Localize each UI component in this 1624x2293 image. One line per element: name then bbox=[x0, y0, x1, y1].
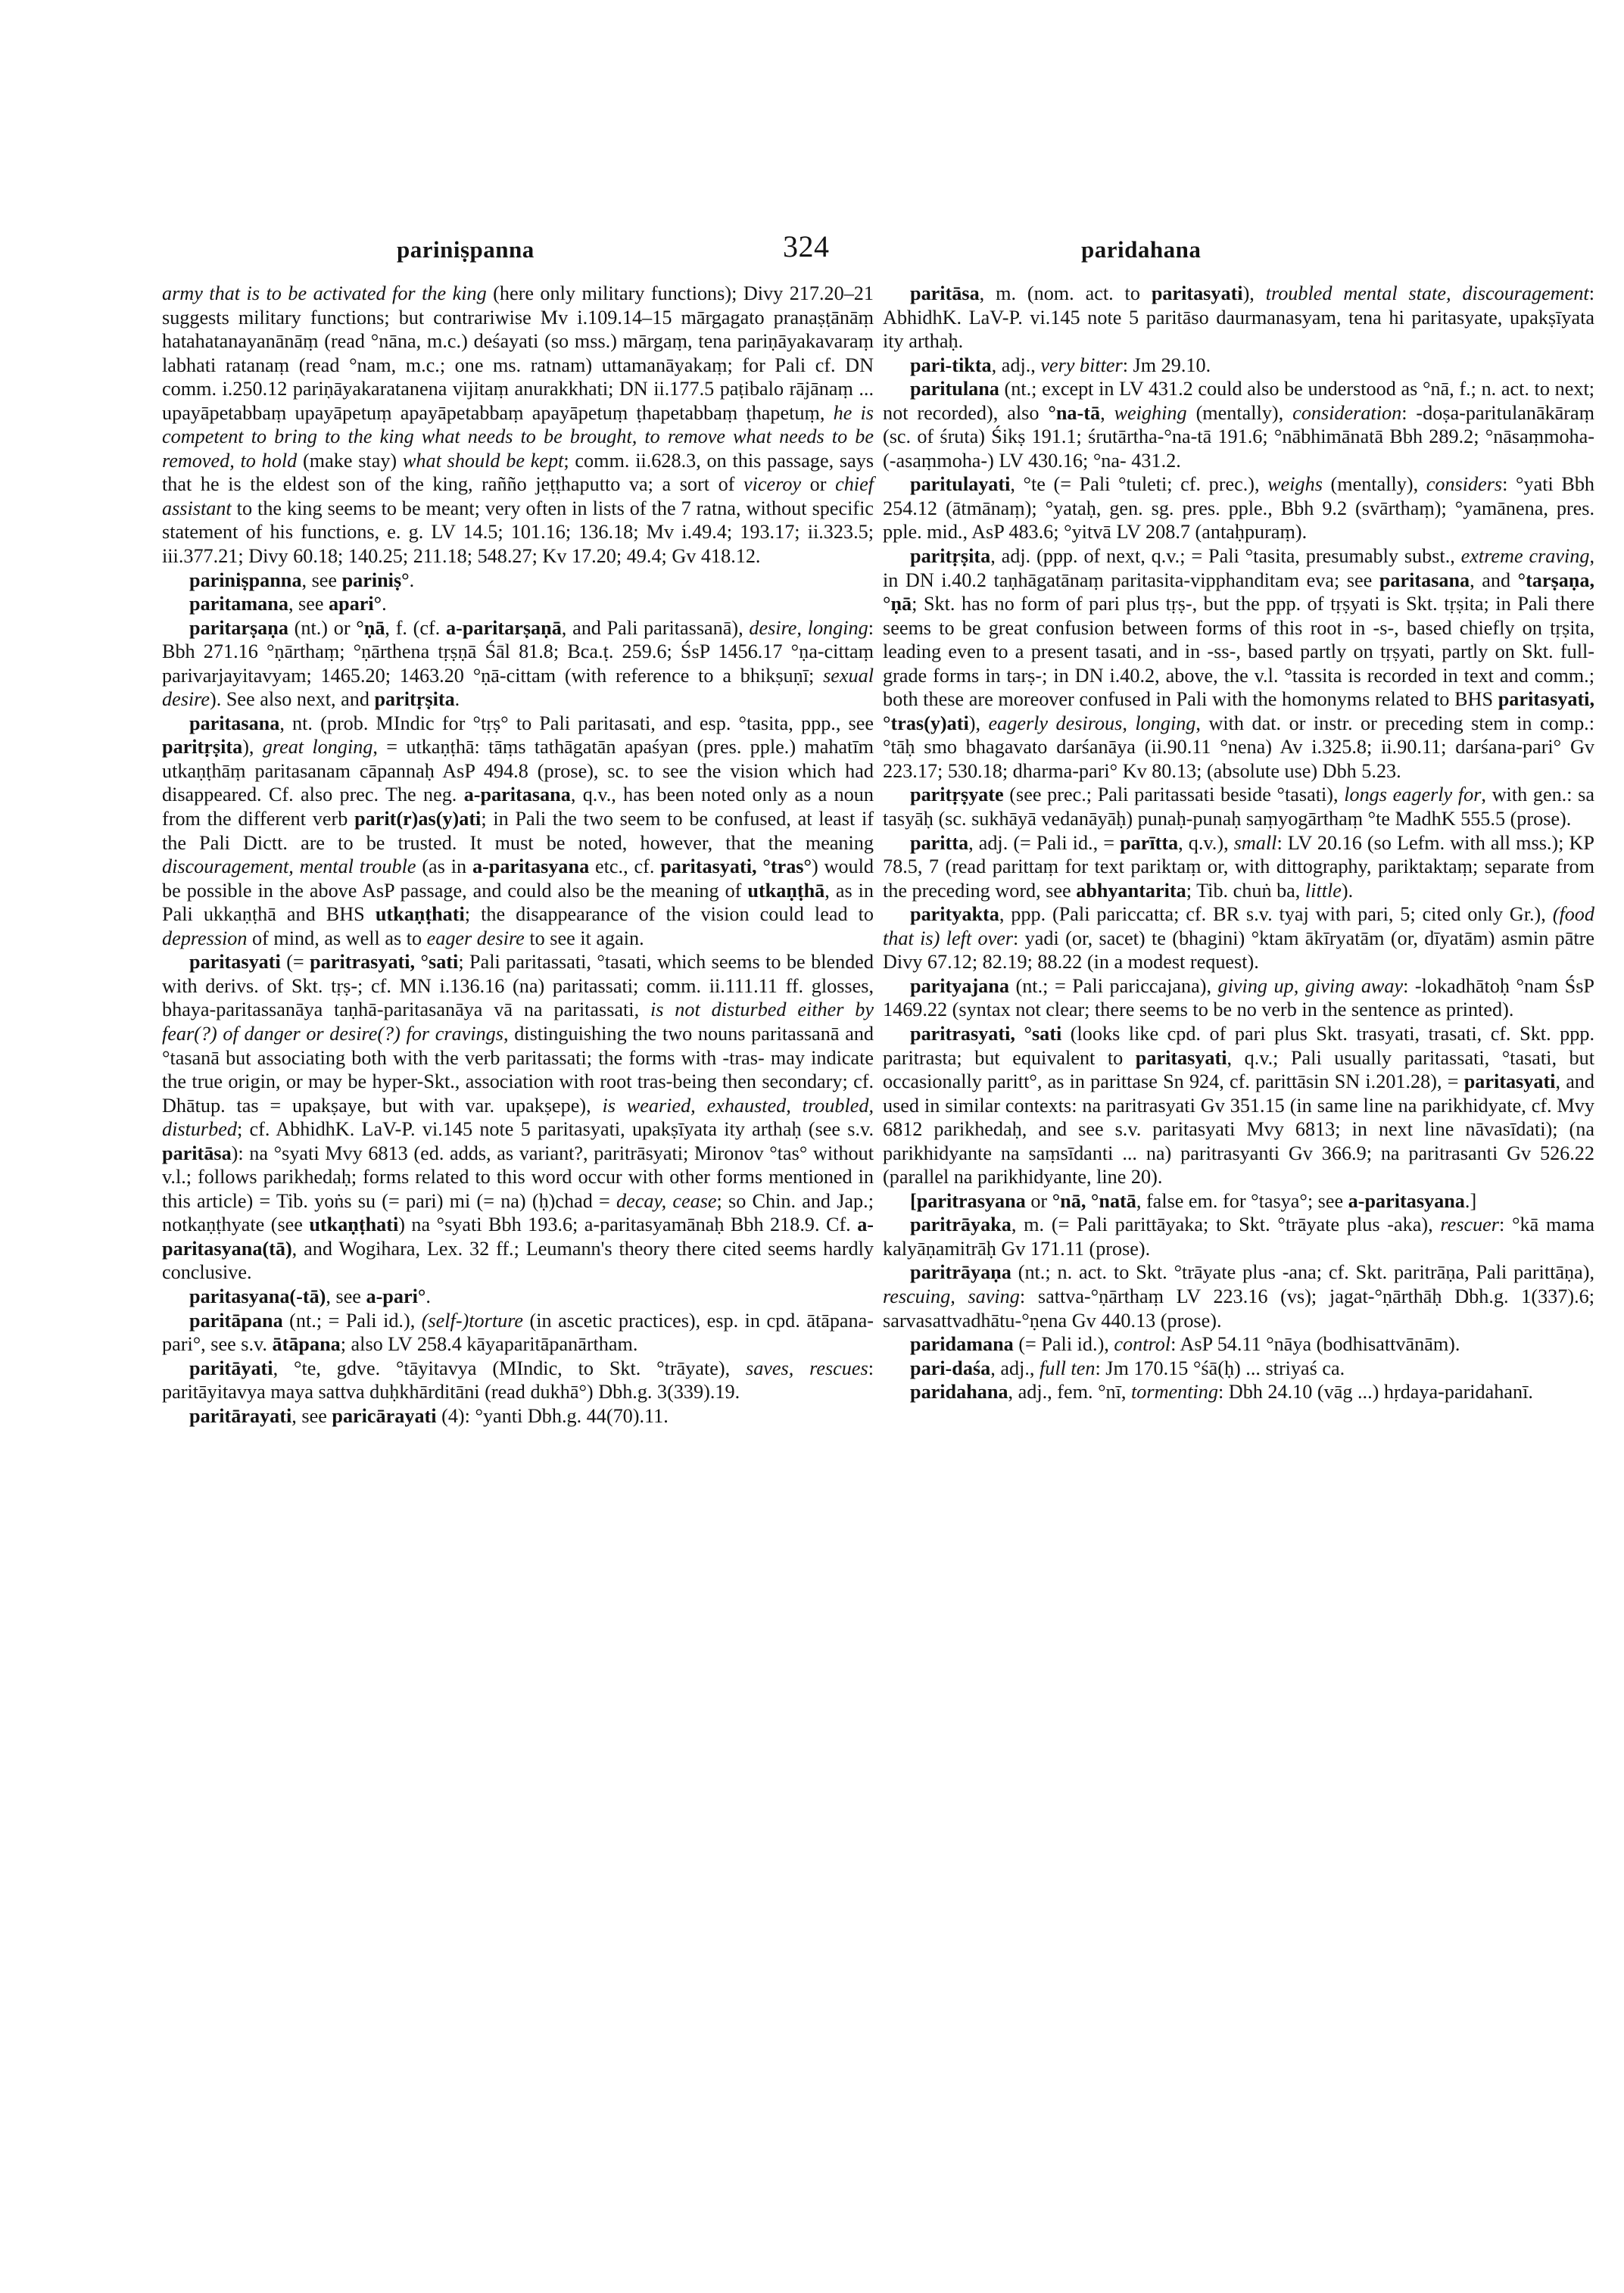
gloss-text: full ten bbox=[1039, 1357, 1096, 1379]
gloss-text: depression bbox=[162, 927, 248, 949]
dictionary-entry bbox=[883, 1213, 1594, 1260]
headword: pariniṣpanna bbox=[189, 569, 302, 591]
gloss-text: he is competent to bring to the king what needs to be brought, to remove what needs to be removed, to hold bbox=[162, 401, 874, 472]
headword: paritṛṣita bbox=[910, 545, 991, 568]
entry-text: : Dbh 24.10 (vāg ...) hṛdaya-paridahanī. bbox=[1217, 1381, 1533, 1404]
entry-text: (nt.) or bbox=[288, 616, 357, 639]
entry-text: (in ascetic practices), esp. in cpd. ātāpana-pari°, see s.v. bbox=[162, 1309, 874, 1356]
entry-text: , adj. (ppp. of next, q.v.; = Pali °tasita, presumably subst., bbox=[990, 545, 1461, 568]
entry-text: , q.v., has been noted only as a noun from the different verb bbox=[162, 784, 874, 830]
entry-text: (nt.; = Pali id.), bbox=[282, 1309, 422, 1332]
headword: paritṛṣita bbox=[162, 736, 243, 759]
gloss-text: giving up, giving away bbox=[1217, 974, 1404, 997]
headword: [paritrasyana bbox=[910, 1189, 1026, 1212]
entry-text: , see bbox=[326, 1285, 366, 1307]
headword: paritrāyaka bbox=[910, 1213, 1011, 1236]
dictionary-entry bbox=[883, 1022, 1594, 1189]
entry-text: (mentally), bbox=[1186, 401, 1293, 424]
gloss-text: longs eagerly for bbox=[1344, 784, 1482, 806]
entry-text: . bbox=[454, 688, 460, 711]
headword: parit(r)as(y)ati bbox=[354, 808, 482, 830]
entry-text: ; Skt. has no form of pari plus tṛṣ-, but the ppp. of tṛṣyati is Skt. tṛṣita; in Pali there seems to be great confusion between forms of this root in -s-, based chiefly on tṛṣita, leading even to a present tasati, and in -ss-, based partly on tṛṣyati, partly on Skt. full-grade forms in tarṣ-; in DN i.40.2, above, the v.l. °tassita is recorded in text and comm.; both these are moreover confused in Pali with the homonyms related to BHS bbox=[883, 593, 1594, 711]
entry-text: ), bbox=[1242, 282, 1266, 304]
entry-text: (= Pali id.), bbox=[1013, 1333, 1114, 1356]
gloss-text: chief assistant bbox=[162, 473, 874, 519]
gloss-text: sexual desire bbox=[162, 664, 874, 711]
gloss-text: rescuer bbox=[1440, 1213, 1499, 1236]
entry-text: , adj., bbox=[991, 354, 1041, 376]
entry-text: : Jm 170.15 °śā(ḥ) ... striyaś ca. bbox=[1095, 1357, 1345, 1379]
gloss-text: great longing bbox=[262, 736, 373, 759]
gloss-text: weighs bbox=[1267, 473, 1323, 496]
headword: pari-tikta bbox=[910, 354, 992, 376]
headword: paritasyati bbox=[189, 951, 281, 974]
entry-text: , and bbox=[1470, 569, 1518, 591]
entry-text: (here only military functions); Divy 217.20–21 suggests military functions; but contrariwise Mv i.109.14–15 mārgagato pranaṣṭānāṃ hatahatanayanānāṃ (read °nāna, m.c.) deśayati (so mss.) mārgaṃ, tena pariṇāyakavaraṃ labhati ratanaṃ (read °nam, m.c.; one ms. ratnam) uttamanāyakaṃ; for Pali cf. DN comm. i.250.12 pariṇāyakaratanena vijitaṃ anurakkhati; DN ii.177.5 paṭibalo rājānaṃ ... upayāpetabbaṃ upayāpetuṃ apayāpetabbaṃ apayāpetuṃ ṭhapetabbaṃ ṭhapetuṃ, bbox=[162, 282, 874, 424]
gloss-text: discouragement, mental trouble bbox=[162, 855, 416, 878]
entry-text: , with dat. or instr. or preceding stem in comp.: °tāḥ smo bhagavato darśanāya (ii.90.11 °nena) Av i.325.8; ii.90.11; darśana-pari° Gv 223.17; 530.18; dharma-pari° Kv 80.13; (absolute use) Dbh 5.23. bbox=[883, 712, 1594, 782]
headword: utkaṇṭhā bbox=[747, 879, 825, 902]
headword: a-paritarṣaṇā bbox=[446, 616, 562, 639]
entry-text: , distinguishing the two nouns paritassanā and °tasanā but associating both with the verb paritassati; the forms with -tras- may indicate the true origin, or may be hyper-Skt., association with root tras-being then secondary; cf. Dhātup. tas = upakṣaye, but with var. upakṣepe), bbox=[162, 1022, 874, 1117]
entry-text: : °yati Bbh 254.12 (ātmānaṃ); °yataḥ, gen. sg. pres. pple., Bbh 9.2 (svārthaṃ); °yamānena, pres. pple. mid., AsP 483.6; °yitvā LV 208.7 (antaḥpuraṃ). bbox=[883, 473, 1595, 544]
entry-text: , m. (= Pali parittāyaka; to Skt. °trāyate plus -aka), bbox=[1011, 1213, 1441, 1236]
headword: paritamana bbox=[189, 593, 288, 615]
gloss-text: eager desire bbox=[426, 927, 525, 949]
entry-text: (looks like cpd. of pari plus Skt. trasyati, trasati, cf. Skt. ppp. paritrasta; but equivalent to bbox=[883, 1022, 1594, 1069]
gloss-text: considers bbox=[1426, 473, 1503, 496]
dictionary-entry bbox=[883, 974, 1594, 1022]
gloss-text: what should be kept bbox=[402, 449, 564, 472]
headword: a-paritasyana bbox=[1348, 1189, 1465, 1212]
dictionary-entry bbox=[883, 282, 1594, 354]
entry-text: : LV 20.16 (so Lefm. with all mss.); KP 78.5, 7 (read parittaṃ for text pariktaṃ or, with dittography, pariktaktaṃ; separate from the preceding word, see bbox=[883, 831, 1594, 902]
headword: °tarṣaṇa, °ṇā bbox=[883, 569, 1595, 615]
entry-text: ; the disappearance of the vision could lead to bbox=[464, 903, 874, 926]
headword: paritasyati, °tras° bbox=[660, 855, 812, 878]
dictionary-entry bbox=[162, 1285, 874, 1309]
dictionary-entry bbox=[883, 1332, 1594, 1357]
entry-text: of mind, as well as to bbox=[247, 927, 427, 949]
dictionary-entry bbox=[162, 1357, 874, 1404]
dictionary-entry bbox=[883, 377, 1594, 472]
gloss-text: saves, rescues bbox=[746, 1357, 868, 1379]
entry-text: . bbox=[409, 569, 415, 591]
gloss-text: rescuing, saving bbox=[883, 1285, 1020, 1307]
headword: paridahana bbox=[910, 1381, 1008, 1404]
dictionary-entry bbox=[883, 1380, 1594, 1404]
dictionary-entry bbox=[883, 831, 1594, 903]
dictionary-entry bbox=[162, 592, 874, 616]
headword: apari° bbox=[329, 593, 382, 615]
dictionary-entry bbox=[162, 712, 874, 950]
gloss-text: desire, longing bbox=[749, 616, 868, 639]
gloss-text: very bitter bbox=[1040, 354, 1123, 376]
entry-text: ) would be possible in the above AsP passage, and could also be the meaning of bbox=[162, 855, 874, 902]
headword: a-pari° bbox=[366, 1285, 426, 1307]
entry-text: (as in bbox=[416, 855, 472, 878]
entry-text: ; cf. AbhidhK. LaV-P. vi.145 note 5 paritasyati, upakṣīyata ity arthaḥ (see s.v. bbox=[236, 1118, 874, 1141]
gloss-text: little bbox=[1304, 879, 1342, 902]
entry-text: , ppp. (Pali pariccatta; cf. BR s.v. tyaj with pari, 5; cited only Gr.), bbox=[999, 903, 1553, 926]
gloss-text: army that is to be activated for the king bbox=[162, 282, 487, 304]
headword: paritṛṣita bbox=[374, 688, 455, 711]
gloss-text: consideration bbox=[1292, 401, 1402, 424]
entry-text: : °kā mama kalyāṇamitrāḥ Gv 171.11 (prose). bbox=[883, 1213, 1594, 1260]
entry-text: , see bbox=[301, 569, 342, 591]
entry-text: , as in Pali ukkaṇṭhā and BHS bbox=[162, 879, 874, 926]
dictionary-entry bbox=[162, 1404, 874, 1428]
headword: pari-daśa bbox=[910, 1357, 991, 1379]
gloss-text: (self-)torture bbox=[421, 1309, 524, 1332]
entry-text: ). See also next, and bbox=[210, 688, 375, 711]
entry-text: ; comm. ii.628.3, on this passage, says that he is the eldest son of the king, rañño jeṭṭhaputto va; a sort of bbox=[162, 449, 874, 496]
left-column bbox=[162, 282, 874, 1428]
headword: utkaṇṭhati bbox=[309, 1213, 399, 1236]
entry-text: , adj. (= Pali id., = bbox=[968, 831, 1121, 854]
entry-text: ) na °syati Bbh 193.6; a-paritasyamānaḥ Bbh 218.9. Cf. bbox=[398, 1213, 858, 1236]
entry-text: (4): °yanti Dbh.g. 44(70).11. bbox=[436, 1404, 669, 1427]
headword: utkaṇṭhati bbox=[375, 903, 465, 926]
headword: paritrasyati, °sati bbox=[910, 1022, 1062, 1045]
headword: paritrasyati, °sati bbox=[310, 951, 459, 974]
entry-text: ), bbox=[242, 736, 263, 759]
entry-text: , f. (cf. bbox=[385, 616, 447, 639]
headword: paritāpana bbox=[189, 1309, 283, 1332]
headword: a-paritasana bbox=[463, 784, 571, 806]
entry-text: , q.v.), bbox=[1178, 831, 1234, 854]
entry-text: (make stay) bbox=[297, 449, 403, 472]
entry-text: .] bbox=[1464, 1189, 1477, 1212]
entry-text: , q.v.; Pali usually paritassati, °tasati, but occasionally paritt°, as in parittase Sn 924, cf. parittāsin SN i.201.28), = bbox=[883, 1046, 1594, 1093]
dictionary-entry bbox=[883, 1357, 1594, 1381]
entry-text: (see prec.; Pali paritassati beside °tasati), bbox=[1003, 784, 1345, 806]
entry-text: : paritāyitavya maya sattva duḥkhārditāni (read dukhā°) Dbh.g. 3(339).19. bbox=[162, 1357, 874, 1404]
entry-text: ; also LV 258.4 kāyaparitāpanārtham. bbox=[340, 1333, 638, 1356]
entry-text: , with gen.: sa tasyāḥ (sc. sukhāyā vedanāyāḥ) punaḥ-punaḥ saṃyogārthaṃ °te MadhK 555.5 (prose). bbox=[883, 784, 1594, 830]
headword: paritulayati bbox=[910, 473, 1011, 496]
right-column bbox=[883, 282, 1594, 1404]
entry-text: : -lokadhātoḥ °nam ŚsP 1469.22 (syntax not clear; there seems to be no verb in the sentence as printed). bbox=[883, 974, 1594, 1021]
dictionary-entry bbox=[883, 783, 1594, 830]
gloss-text: viceroy bbox=[743, 473, 802, 496]
gloss-text: (food that is) left over bbox=[883, 903, 1594, 949]
headword: pariniṣ° bbox=[341, 569, 410, 591]
entry-text: , = utkaṇṭhā: tāṃs tathāgatān apaśyan (pres. pple.) mahatīm utkaṇṭhāṃ paritasanam cāpannaḥ AsP 494.8 (prose), sc. to see the vision which had disappeared. Cf. also prec. The neg. bbox=[162, 736, 874, 806]
entry-text: , in DN i.40.2 taṇhāgatānaṃ paritasita-vipphanditam eva; see bbox=[883, 545, 1594, 591]
entry-text: , bbox=[1100, 401, 1114, 424]
headword: parityajana bbox=[910, 974, 1009, 997]
gloss-text: small bbox=[1233, 831, 1277, 854]
headword: a-paritasyana bbox=[472, 855, 590, 878]
entry-text: , °te (= Pali °tuleti; cf. prec.), bbox=[1010, 473, 1268, 496]
dictionary-entry bbox=[883, 1260, 1594, 1332]
headword: paritasyana(-tā) bbox=[189, 1285, 326, 1307]
gloss-text: extreme craving bbox=[1460, 545, 1590, 568]
entry-text: (nt.; n. act. to Skt. °trāyate plus -ana; cf. Skt. paritrāṇa, Pali parittāṇa), bbox=[1011, 1261, 1594, 1284]
entry-text: : AbhidhK. LaV-P. vi.145 note 5 paritāso daurmanasyam, tena hi paritasyate, upakṣīyata ity arthaḥ. bbox=[883, 282, 1594, 353]
entry-text: , adj., fem. °nī, bbox=[1008, 1381, 1132, 1404]
dictionary-entry bbox=[883, 472, 1594, 544]
gloss-text: is not disturbed either by fear(?) of danger or desire(?) for cravings bbox=[162, 999, 874, 1045]
headword: ātāpana bbox=[272, 1333, 341, 1356]
entry-text: ; so Chin. and Jap.; notkaṇṭhyate (see bbox=[162, 1189, 874, 1236]
entry-text: ; Tib. chuṅ ba, bbox=[1186, 879, 1305, 902]
entry-text: : -doṣa-paritulanākāraṃ (sc. of śruta) Śikṣ 191.1; śrutārtha-°na-tā 191.6; °nābhimānatā Bbh 289.2; °nāsaṃmoha-(-asaṃmoha-) LV 430.16; °na- 431.2. bbox=[883, 401, 1594, 472]
running-head-left: pariniṣpanna bbox=[397, 236, 535, 263]
dictionary-entry bbox=[162, 282, 874, 569]
headword: parītta bbox=[1120, 831, 1179, 854]
entry-text: , adj., bbox=[990, 1357, 1040, 1379]
headword: paritasyati bbox=[1135, 1046, 1227, 1069]
gloss-text: control bbox=[1114, 1333, 1171, 1356]
dictionary-entry bbox=[162, 616, 874, 712]
headword: °ṇā bbox=[356, 616, 385, 639]
entry-text: : yadi (or, sacet) te (bhagini) °ktam ākīryatām (or, dīyatām) asmin pātre Divy 67.12; 82.19; 88.22 (in a modest request). bbox=[883, 927, 1594, 974]
gloss-text: eagerly desirous, longing bbox=[988, 712, 1196, 734]
headword: paritrāyaṇa bbox=[910, 1261, 1011, 1284]
gloss-text: is wearied, exhausted, troubled, disturbed bbox=[162, 1094, 874, 1141]
entry-text: , see bbox=[288, 593, 329, 615]
headword: paritāyati bbox=[189, 1357, 273, 1379]
entry-text: (nt.; = Pali pariccajana), bbox=[1008, 974, 1218, 997]
headword: paritta bbox=[910, 831, 969, 854]
entry-text: (= bbox=[280, 951, 310, 974]
dictionary-entry bbox=[883, 902, 1594, 974]
entry-text: : Bbh 271.16 °ṇārthaṃ; °ṇārthena tṛṣṇā Śāl 81.8; Bca.ṭ. 259.6; ŚsP 1456.17 °ṇa-cittaṃ parivarjayitavyam; 1465.20; 1463.20 °ṇā-cittam (with reference to a bhikṣuṇī; bbox=[162, 616, 874, 687]
dictionary-entry bbox=[162, 1309, 874, 1357]
entry-text: : Jm 29.10. bbox=[1122, 354, 1211, 376]
entry-text: ; in Pali the two seem to be confused, at least if the Pali Dictt. are to be trusted. It must be noted, however, that the meaning bbox=[162, 808, 874, 854]
page-number: 324 bbox=[783, 229, 830, 263]
headword: parityakta bbox=[910, 903, 999, 926]
headword: paritarṣaṇa bbox=[189, 616, 288, 639]
headword: paritārayati bbox=[189, 1404, 292, 1427]
headword: paritulana bbox=[910, 378, 999, 400]
entry-text: , and Wogihara, Lex. 32 ff.; Leumann's theory there cited seems hardly conclusive. bbox=[162, 1237, 874, 1284]
entry-text: , nt. (prob. MIndic for °tṛṣ° to Pali paritasati, and esp. °tasita, ppp., see bbox=[279, 712, 874, 734]
headword: °nā, °natā bbox=[1052, 1189, 1136, 1212]
entry-text: (nt.; except in LV 431.2 could also be understood as °nā, f.; n. act. to next; not recorded), also bbox=[883, 378, 1594, 424]
entry-text: ). bbox=[1341, 879, 1354, 902]
entry-text: etc., cf. bbox=[589, 855, 661, 878]
headword: paritasana bbox=[189, 712, 280, 734]
gloss-text: tormenting bbox=[1131, 1381, 1218, 1404]
entry-text: to see it again. bbox=[524, 927, 644, 949]
headword: paritāsa bbox=[162, 1142, 232, 1164]
headword: paricārayati bbox=[332, 1404, 437, 1427]
dictionary-entry bbox=[883, 544, 1594, 783]
entry-text: to the king seems to be meant; very often in lists of the 7 ratna, without specific statement of his functions, e. g. LV 14.5; 101.16; 136.18; Mv i.49.4; 193.17; ii.323.5; iii.377.21; Divy 60.18; 140.25; 211.18; 548.27; Kv 17.20; 49.4; Gv 418.12. bbox=[162, 497, 874, 568]
entry-text: (mentally), bbox=[1322, 473, 1426, 496]
entry-text: ): na °syati Mvy 6813 (ed. adds, as variant?, paritrāsyati; Mironov °tas° without v.l.; follows parikhedaḥ; forms related to this word occur with other forms mentioned in this article) = Tib. yoṅs su (= pari) mi (= na) (ḥ)chad = bbox=[162, 1142, 874, 1212]
headword: paritasana bbox=[1379, 569, 1470, 591]
entry-text: , and used in similar contexts: na paritrasyati Gv 351.15 (in same line na parikhidyate, cf. Mvy 6812 parikhedaḥ, and see s.v. paritasyati Mvy 6813; in next line nāvasīdati); (na parikhidyante na saṃsīdanti ... na) paritrasyanti Gv 366.9; na paritrasanti Gv 526.22 (parallel na parikhidyante, line 20). bbox=[883, 1070, 1594, 1189]
headword: paritāsa bbox=[910, 282, 980, 304]
dictionary-entry bbox=[162, 950, 874, 1285]
entry-text: . bbox=[425, 1285, 431, 1307]
running-head-right: paridahana bbox=[1081, 236, 1202, 263]
headword: a-paritasyana(tā) bbox=[162, 1213, 874, 1260]
gloss-text: decay, cease bbox=[616, 1189, 717, 1212]
headword: paritasyati bbox=[1463, 1070, 1556, 1093]
dictionary-entry bbox=[883, 354, 1594, 378]
headword: paritṛṣyate bbox=[910, 784, 1004, 806]
entry-text: , see bbox=[291, 1404, 332, 1427]
entry-text: : sattva-°ṇārthaṃ LV 223.16 (vs); jagat-°ṇārthāḥ Dbh.g. 1(337).6; sarvasattvadhātu-°ṇena Gv 440.13 (prose). bbox=[883, 1285, 1595, 1332]
headword: paridamana bbox=[910, 1333, 1014, 1356]
headword: °na-tā bbox=[1048, 401, 1101, 424]
entry-text: , false em. for °tasya°; see bbox=[1136, 1189, 1348, 1212]
headword: paritasyati, °tras(y)ati bbox=[883, 688, 1594, 734]
entry-text: ), bbox=[968, 712, 989, 734]
entry-text: . bbox=[382, 593, 387, 615]
gloss-text: weighing bbox=[1114, 401, 1187, 424]
entry-text: or bbox=[801, 473, 836, 496]
entry-text: ; Pali paritassati, °tasati, which seems to be blended with derivs. of Skt. tṛṣ-; cf. MN i.136.16 (na) paritassati; comm. ii.111.11 ff. glosses, bhaya-paritassanāya taṇhā-paritasanāya vā na paritassati, bbox=[162, 951, 874, 1021]
headword: paritasyati bbox=[1151, 282, 1243, 304]
entry-text: or bbox=[1025, 1189, 1052, 1212]
headword: abhyantarita bbox=[1076, 879, 1186, 902]
entry-text: , m. (nom. act. to bbox=[979, 282, 1152, 304]
entry-text: , and Pali paritassanā), bbox=[561, 616, 750, 639]
entry-text: : AsP 54.11 °nāya (bodhisattvānām). bbox=[1170, 1333, 1460, 1356]
gloss-text: troubled mental state, discouragement bbox=[1265, 282, 1589, 304]
dictionary-entry bbox=[162, 569, 874, 593]
entry-text: , °te, gdve. °tāyitavya (MIndic, to Skt. °trāyate), bbox=[273, 1357, 747, 1379]
dictionary-entry bbox=[883, 1189, 1594, 1213]
